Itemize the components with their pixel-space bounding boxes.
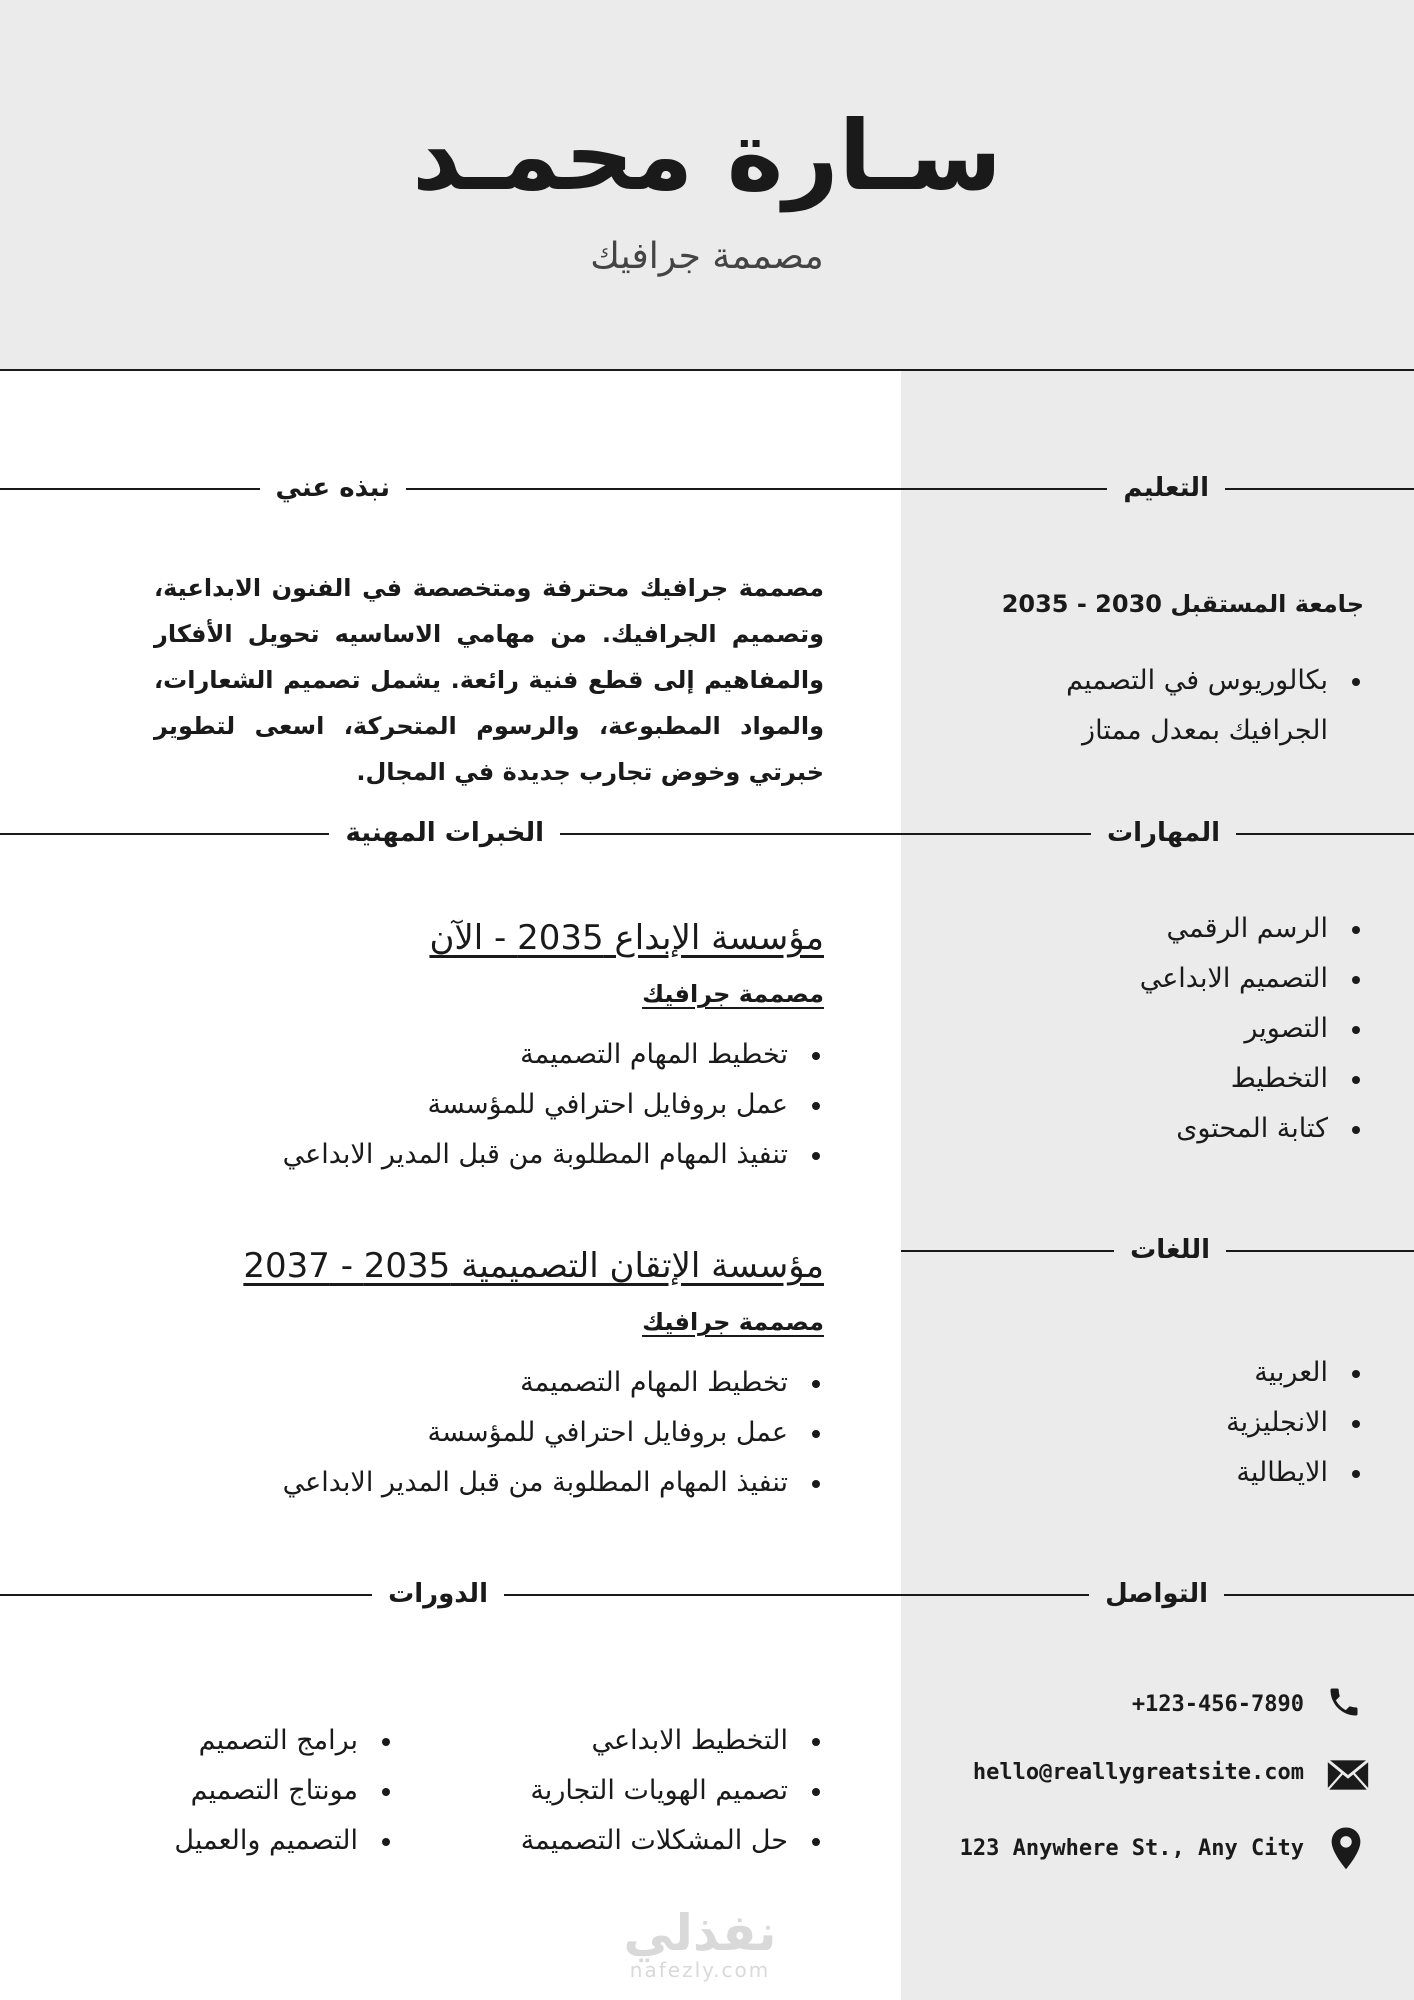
- list-item: عمل بروفايل احترافي للمؤسسة: [283, 1080, 824, 1130]
- list-item: كتابة المحتوى: [1140, 1104, 1364, 1154]
- phone-icon: [1326, 1684, 1362, 1720]
- list-item: الانجليزية: [1226, 1398, 1364, 1448]
- list-item: [1066, 656, 1364, 756]
- contact-phone[interactable]: +123-456-7890: [1131, 1692, 1304, 1717]
- section-title-contact: التواصل: [1089, 1579, 1224, 1609]
- list-item: التخطيط الابداعي: [521, 1716, 824, 1766]
- job-title: مصممة جرافيك: [590, 236, 824, 277]
- list-item: التصميم والعميل: [174, 1816, 394, 1866]
- list-item: برامج التصميم: [174, 1716, 394, 1766]
- job-task-list: [283, 1030, 824, 1180]
- courses-list-2: [174, 1716, 394, 1866]
- list-item: تخطيط المهام التصميمة: [283, 1030, 824, 1080]
- list-item: التصميم الابداعي: [1140, 954, 1364, 1004]
- watermark: [590, 1904, 810, 1982]
- section-title-languages: اللغات: [1114, 1235, 1226, 1265]
- list-item: العربية: [1226, 1348, 1364, 1398]
- list-item: الايطالية: [1226, 1448, 1364, 1498]
- job-heading: مؤسسة الإبداع 2035 - الآن: [429, 918, 824, 958]
- section-title-courses: الدورات: [372, 1579, 504, 1609]
- list-item: تصميم الهويات التجارية: [521, 1766, 824, 1816]
- list-item: مونتاج التصميم: [174, 1766, 394, 1816]
- section-title-education: التعليم: [1107, 473, 1225, 503]
- list-item: تخطيط المهام التصميمة: [283, 1358, 824, 1408]
- mail-icon: [1326, 1757, 1370, 1793]
- skills-list: [1140, 904, 1364, 1154]
- list-item: تنفيذ المهام المطلوبة من قبل المدير الابداعي: [283, 1130, 824, 1180]
- watermark-arabic: نفذلي: [623, 1904, 777, 1962]
- list-item: التخطيط: [1140, 1054, 1364, 1104]
- list-item: حل المشكلات التصميمة: [521, 1816, 824, 1866]
- contact-email[interactable]: hello@reallygreatsite.com: [972, 1760, 1304, 1785]
- section-title-skills: المهارات: [1091, 818, 1236, 848]
- list-item: عمل بروفايل احترافي للمؤسسة: [283, 1408, 824, 1458]
- degree-line-2: الجرافيك بمعدل ممتاز: [1082, 715, 1328, 746]
- about-text: مصممة جرافيك محترفة ومتخصصة في الفنون الابداعية، وتصميم الجرافيك. من مهامي الاساسيه تحويل الأفكار والمفاهيم إلى قطع فنية رائعة. يشمل تصميم الشعارات، والمواد المطبوعة، والرسوم المتحركة، اسعى لتطوير خبرتي وخوض تجارب جديدة في المجال.: [154, 574, 824, 786]
- job-role: مصممة جرافيك: [642, 1308, 824, 1336]
- list-item: الرسم الرقمي: [1140, 904, 1364, 954]
- list-item: تنفيذ المهام المطلوبة من قبل المدير الابداعي: [283, 1458, 824, 1508]
- job-heading: مؤسسة الإتقان التصميمية 2035 - 2037: [243, 1246, 824, 1286]
- contact-address: 123 Anywhere St., Any City: [959, 1836, 1304, 1861]
- degree-line-1: بكالوريوس في التصميم: [1066, 665, 1328, 696]
- job-role: مصممة جرافيك: [642, 980, 824, 1008]
- courses-list-1: [521, 1716, 824, 1866]
- section-title-about: نبذه عني: [260, 473, 406, 503]
- list-item: التصوير: [1140, 1004, 1364, 1054]
- watermark-latin: nafezly.com: [629, 1958, 771, 1982]
- job-task-list: [283, 1358, 824, 1508]
- location-pin-icon: [1328, 1826, 1364, 1872]
- education-list: [1066, 656, 1364, 756]
- education-university: جامعة المستقبل 2030 - 2035: [1001, 590, 1364, 618]
- languages-list: [1226, 1348, 1364, 1498]
- person-name: سـارة محمـد: [412, 100, 1002, 212]
- section-title-experience: الخبرات المهنية: [329, 818, 560, 848]
